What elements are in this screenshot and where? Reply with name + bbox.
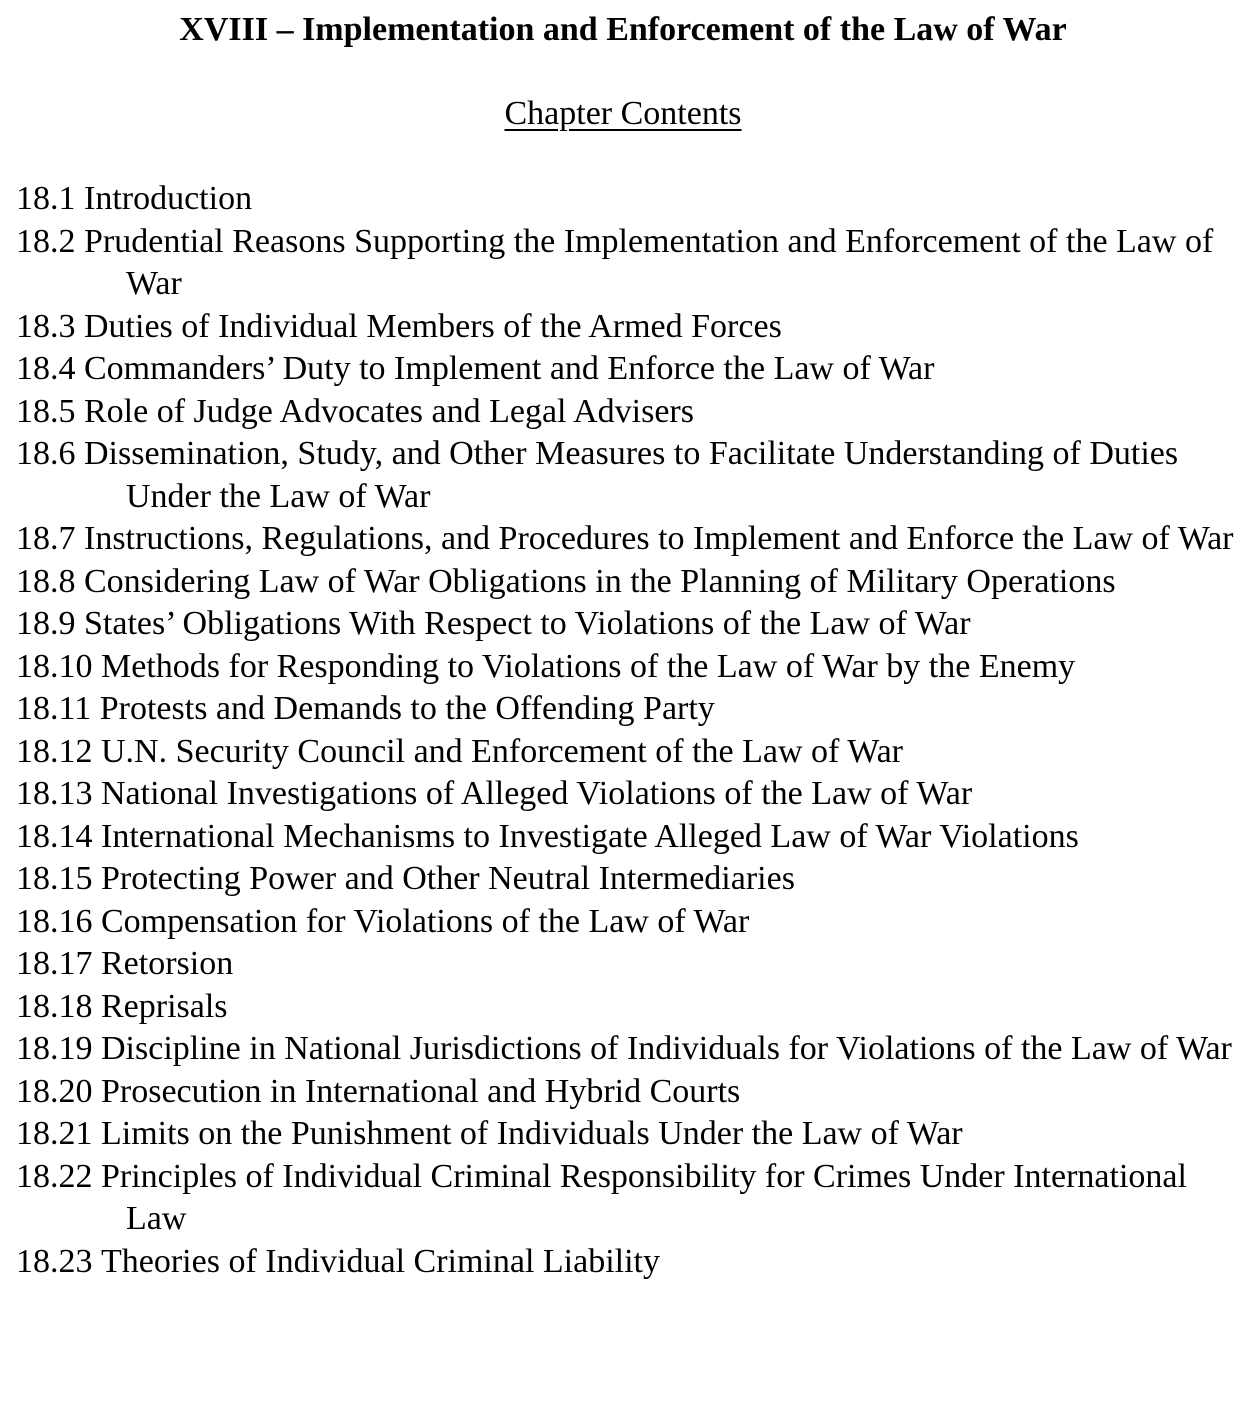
toc-item-number: 18.2 bbox=[16, 222, 76, 260]
toc-item-title: Reprisals bbox=[101, 987, 228, 1025]
toc-item-number: 18.8 bbox=[16, 562, 76, 600]
toc-item-title: Methods for Responding to Violations of the Law of War by the Enemy bbox=[101, 647, 1076, 685]
contents-heading bbox=[0, 92, 1246, 136]
toc-item-number: 18.7 bbox=[16, 520, 76, 557]
table-of-contents bbox=[16, 178, 1252, 1283]
toc-item-title: Limits on the Punishment of Individuals Under the Law of War bbox=[101, 1115, 963, 1152]
chapter-title: XVIII – Implementation and Enforcement of the Law of War bbox=[179, 11, 1067, 48]
toc-item-number: 18.22 bbox=[16, 1157, 93, 1195]
contents-heading-text: Chapter Contents bbox=[504, 95, 742, 132]
toc-item bbox=[16, 986, 1252, 1029]
toc-item-title: Role of Judge Advocates and Legal Advisers bbox=[84, 392, 694, 430]
toc-item-number: 18.9 bbox=[16, 605, 76, 642]
toc-item-title: U.N. Security Council and Enforcement of the Law of War bbox=[101, 732, 904, 770]
toc-item bbox=[16, 433, 1252, 518]
toc-item-title: Discipline in National Jurisdictions of Individuals for Violations of the Law of War bbox=[101, 1030, 1232, 1067]
toc-item-title: International Mechanisms to Investigate Alleged Law of War Violations bbox=[101, 817, 1079, 855]
toc-item bbox=[16, 391, 1252, 434]
toc-item-title: Compensation for Violations of the Law of War bbox=[101, 902, 750, 940]
toc-item-number: 18.14 bbox=[16, 817, 93, 855]
toc-item bbox=[16, 646, 1252, 689]
toc-item-number: 18.3 bbox=[16, 307, 76, 345]
toc-item bbox=[16, 1071, 1252, 1114]
toc-item-title: Instructions, Regulations, and Procedures to Implement and Enforce the Law of War bbox=[84, 520, 1234, 557]
toc-item-title: National Investigations of Alleged Violations of the Law of War bbox=[101, 775, 973, 812]
toc-item-number: 18.23 bbox=[16, 1242, 93, 1280]
toc-item bbox=[16, 348, 1252, 391]
toc-item-number: 18.13 bbox=[16, 775, 93, 812]
toc-item-title: Principles of Individual Criminal Responsibility for Crimes Under International Law bbox=[101, 1157, 1187, 1237]
toc-item-number: 18.12 bbox=[16, 732, 93, 770]
toc-item-number: 18.1 bbox=[16, 180, 76, 217]
toc-item-number: 18.4 bbox=[16, 350, 76, 387]
toc-item bbox=[16, 603, 1252, 646]
toc-item-title: Commanders’ Duty to Implement and Enforce the Law of War bbox=[84, 350, 935, 387]
toc-item bbox=[16, 1028, 1252, 1071]
toc-item-title: Dissemination, Study, and Other Measures to Facilitate Understanding of Duties Under the Law of War bbox=[84, 435, 1179, 515]
toc-item-title: Prudential Reasons Supporting the Implementation and Enforcement of the Law of War bbox=[84, 222, 1214, 302]
toc-item-number: 18.18 bbox=[16, 987, 93, 1025]
toc-item-number: 18.10 bbox=[16, 647, 93, 685]
toc-item bbox=[16, 518, 1252, 561]
toc-item bbox=[16, 688, 1252, 731]
toc-item bbox=[16, 773, 1252, 816]
toc-item bbox=[16, 1156, 1252, 1241]
toc-item bbox=[16, 943, 1252, 986]
toc-item-number: 18.16 bbox=[16, 902, 93, 940]
toc-item bbox=[16, 816, 1252, 859]
toc-item bbox=[16, 221, 1252, 306]
toc-item-title: Protecting Power and Other Neutral Intermediaries bbox=[101, 860, 795, 897]
toc-item-number: 18.21 bbox=[16, 1115, 93, 1152]
toc-item bbox=[16, 901, 1252, 944]
toc-item-number: 18.20 bbox=[16, 1072, 93, 1110]
toc-item bbox=[16, 1113, 1252, 1156]
toc-item bbox=[16, 306, 1252, 349]
toc-item-number: 18.6 bbox=[16, 435, 76, 472]
toc-item-number: 18.15 bbox=[16, 860, 93, 897]
toc-item-title: Considering Law of War Obligations in the Planning of Military Operations bbox=[84, 562, 1116, 600]
toc-item-title: Retorsion bbox=[101, 945, 234, 982]
toc-item bbox=[16, 858, 1252, 901]
toc-item-title: Prosecution in International and Hybrid Courts bbox=[101, 1072, 741, 1110]
toc-item bbox=[16, 731, 1252, 774]
toc-item-number: 18.5 bbox=[16, 392, 76, 430]
toc-item-title: Theories of Individual Criminal Liability bbox=[101, 1242, 660, 1280]
toc-item-title: Duties of Individual Members of the Armed Forces bbox=[84, 307, 782, 345]
toc-item-number: 18.11 bbox=[16, 690, 92, 727]
toc-item-title: Protests and Demands to the Offending Party bbox=[99, 690, 715, 727]
toc-item-title: Introduction bbox=[84, 180, 253, 217]
toc-item-number: 18.17 bbox=[16, 945, 93, 982]
toc-item-number: 18.19 bbox=[16, 1030, 93, 1067]
toc-item bbox=[16, 1241, 1252, 1284]
toc-item-title: States’ Obligations With Respect to Violations of the Law of War bbox=[84, 605, 971, 642]
toc-item bbox=[16, 561, 1252, 604]
toc-item bbox=[16, 178, 1252, 221]
